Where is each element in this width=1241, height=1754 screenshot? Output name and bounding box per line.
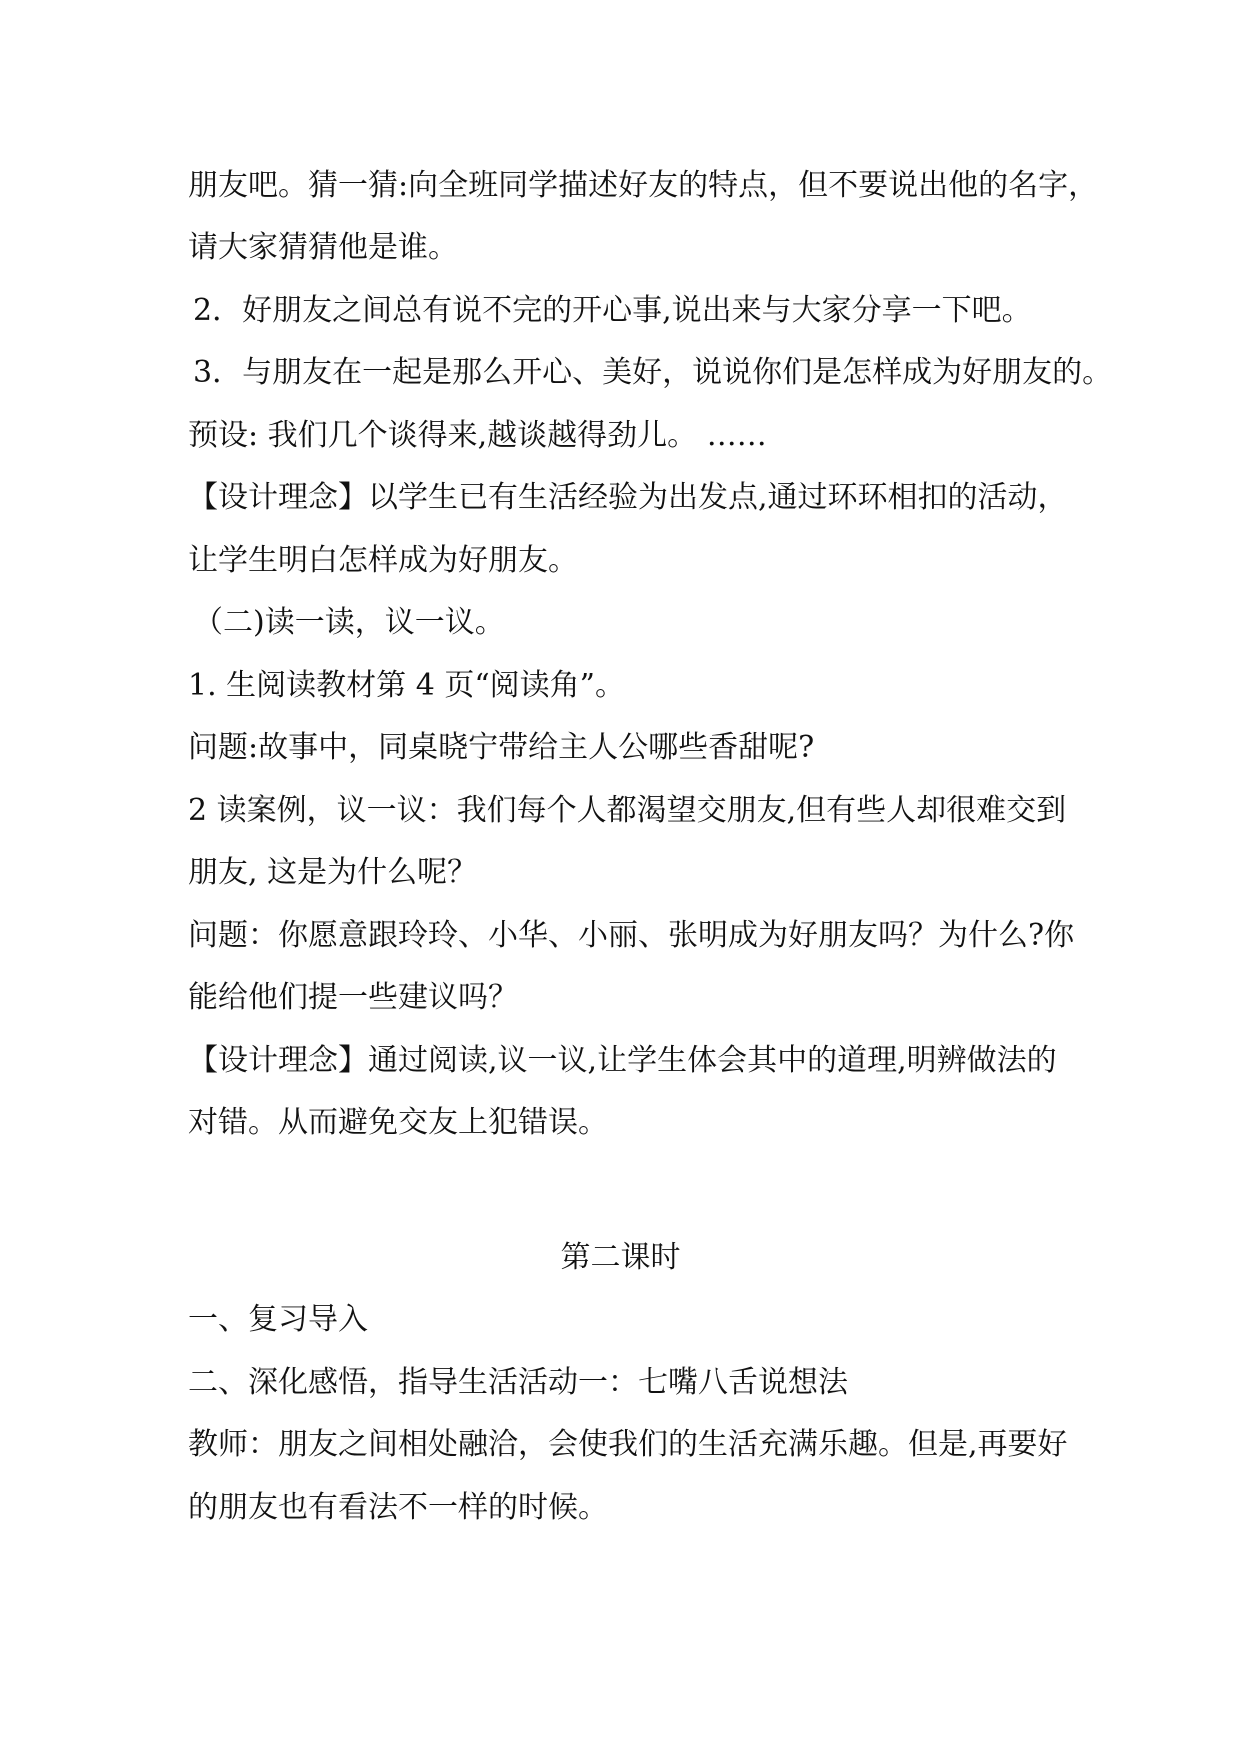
preset-answer: 预设: 我们几个谈得来,越谈越得劲儿。 …… bbox=[188, 418, 767, 453]
design-concept-1-line-1: 【设计理念】以学生已有生活经验为出发点,通过环环相扣的活动， bbox=[188, 480, 1068, 515]
list-item-2-read-case-line-1: 2 读案例，议一议：我们每个人都渴望交朋友,但有些人却很难交到 bbox=[188, 793, 1067, 828]
question-willing-line-2: 能给他们提一些建议吗？ bbox=[188, 980, 518, 1015]
question-story: 问题:故事中，同桌晓宁带给主人公哪些香甜呢? bbox=[188, 730, 815, 765]
section-heading-review: 一、复习导入 bbox=[188, 1302, 368, 1337]
teacher-speech-line-2: 的朋友也有看法不一样的时候。 bbox=[188, 1490, 608, 1525]
question-willing-line-1: 问题：你愿意跟玲玲、小华、小丽、张明成为好朋友吗？为什么?你 bbox=[188, 918, 1075, 953]
section-heading-read-discuss: （二)读一读，议一议。 bbox=[193, 605, 505, 640]
list-item-2-share-happy: 2．好朋友之间总有说不完的开心事,说出来与大家分享一下吧。 bbox=[193, 293, 1032, 328]
list-item-1-read-textbook: 1. 生阅读教材第 4 页“阅读角”。 bbox=[188, 668, 625, 703]
paragraph-line-guess-who: 请大家猜猜他是谁。 bbox=[188, 230, 458, 265]
list-item-3-how-friends: 3．与朋友在一起是那么开心、美好，说说你们是怎样成为好朋友的。 bbox=[193, 355, 1113, 390]
teacher-speech-line-1: 教师：朋友之间相处融洽，会使我们的生活充满乐趣。但是,再要好 bbox=[188, 1427, 1068, 1462]
paragraph-line-guess-friend: 朋友吧。猜一猜:向全班同学描述好友的特点，但不要说出他的名字， bbox=[188, 168, 1099, 203]
list-item-2-read-case-line-2: 朋友, 这是为什么呢？ bbox=[188, 855, 478, 890]
lesson-heading-second-period: 第二课时 bbox=[560, 1240, 681, 1275]
design-concept-1-line-2: 让学生明白怎样成为好朋友。 bbox=[188, 543, 578, 578]
design-concept-2-line-2: 对错。从而避免交友上犯错误。 bbox=[188, 1105, 608, 1140]
design-concept-2-line-1: 【设计理念】通过阅读,议一议,让学生体会其中的道理,明辨做法的 bbox=[188, 1043, 1057, 1078]
section-heading-deepen: 二、深化感悟，指导生活活动一：七嘴八舌说想法 bbox=[188, 1365, 848, 1400]
